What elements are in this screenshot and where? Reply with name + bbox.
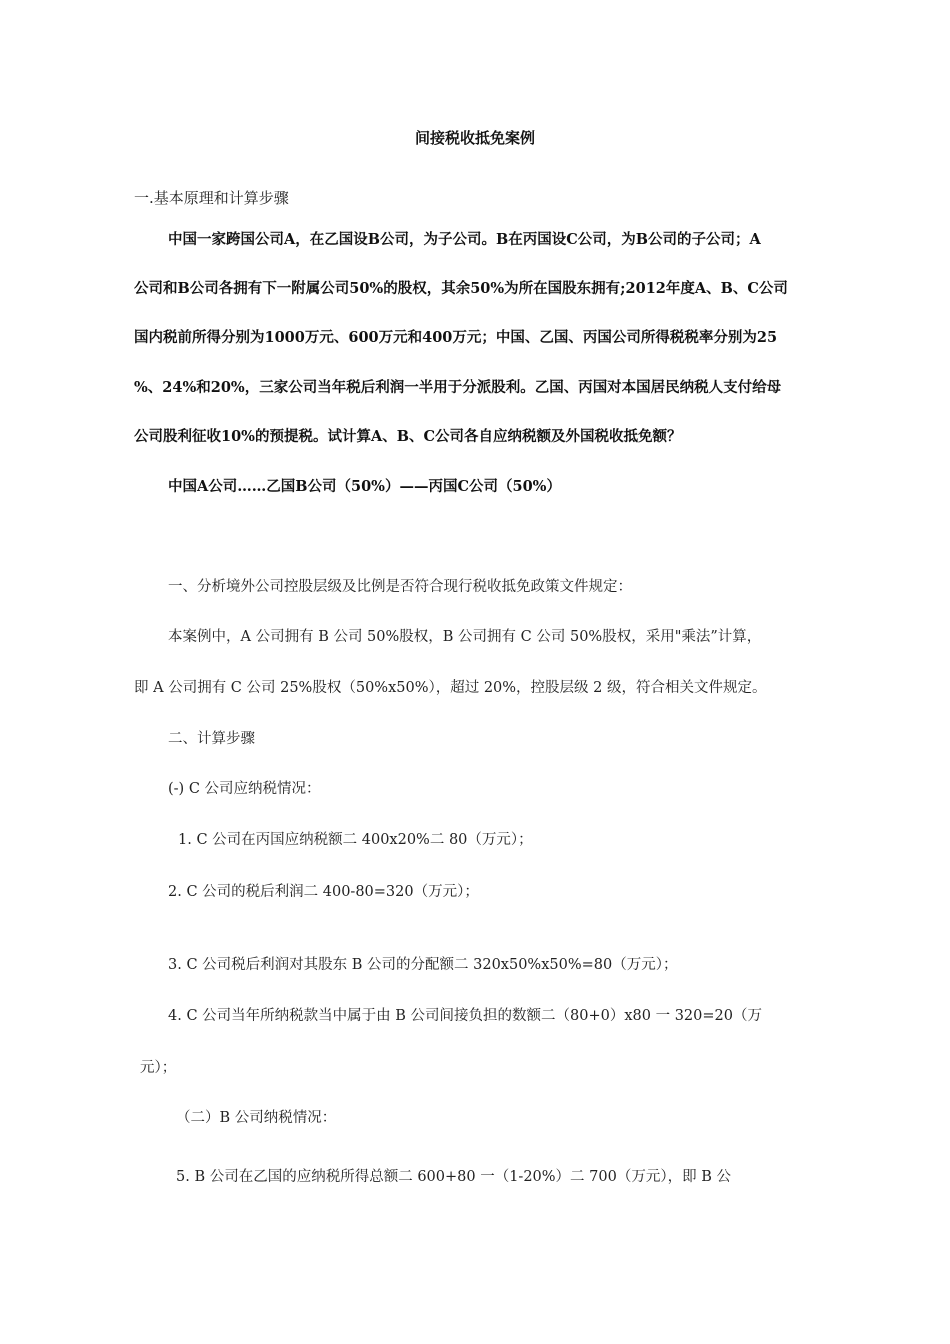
sub-heading-c: (-) C 公司应纳税情况： <box>168 781 321 797</box>
step-item: 3. C 公司税后利润对其股东 B 公司的分配额二 320x50%x50%=80（万元）； <box>168 957 678 973</box>
step-item-continuation: 元）； <box>140 1060 177 1076</box>
case-paragraph-line: 公司股利征收10%的预提税。试计算A、B、C公司各自应纳税额及外国税收抵免额？ <box>134 428 682 445</box>
step-item: 4. C 公司当年所纳税款当中属于由 B 公司间接负担的数额二（80+0）x80 一 320=20（万 <box>168 1008 762 1024</box>
step-item: 1. C 公司在丙国应纳税额二 400x20%二 80（万元）； <box>178 832 533 848</box>
case-paragraph-line: 公司和B公司各拥有下一附属公司50%的股权，其余50%为所在国股东拥有;2012年度A、B、C公司 <box>134 280 788 297</box>
step-item: 2. C 公司的税后利润二 400-80=320（万元）； <box>168 884 479 900</box>
case-paragraph-line: %、24%和20%，三家公司当年税后利润一半用于分派股利。乙国、丙国对本国居民纳税人支付给母 <box>134 379 782 396</box>
section-heading: 一.基本原理和计算步骤 <box>134 189 289 207</box>
analysis-heading: 一、分析境外公司控股层级及比例是否符合现行税收抵免政策文件规定： <box>168 579 632 595</box>
steps-heading: 二、计算步骤 <box>168 731 255 747</box>
case-paragraph-line: 国内税前所得分别为1000万元、600万元和400万元；中国、乙国、丙国公司所得税税率分别为25 <box>134 329 778 346</box>
structure-line: 中国A公司……乙国B公司（50%）——丙国C公司（50%） <box>168 478 561 495</box>
analysis-text-line: 即 A 公司拥有 C 公司 25%股权（50%x50%），超过 20%，控股层级 2 级，符合相关文件规定。 <box>134 680 767 696</box>
page-title: 间接税收抵免案例 <box>414 129 535 147</box>
case-paragraph-line: 中国一家跨国公司A，在乙国设B公司，为子公司。B在丙国设C公司，为B公司的子公司；A <box>168 231 761 248</box>
sub-heading-b: （二）B 公司纳税情况： <box>176 1110 337 1126</box>
analysis-text-line: 本案例中，A 公司拥有 B 公司 50%股权，B 公司拥有 C 公司 50%股权，采用"乘法”计算， <box>168 629 762 645</box>
step-item: 5. B 公司在乙国的应纳税所得总额二 600+80 一（1-20%）二 700（万元），即 B 公 <box>176 1169 731 1185</box>
